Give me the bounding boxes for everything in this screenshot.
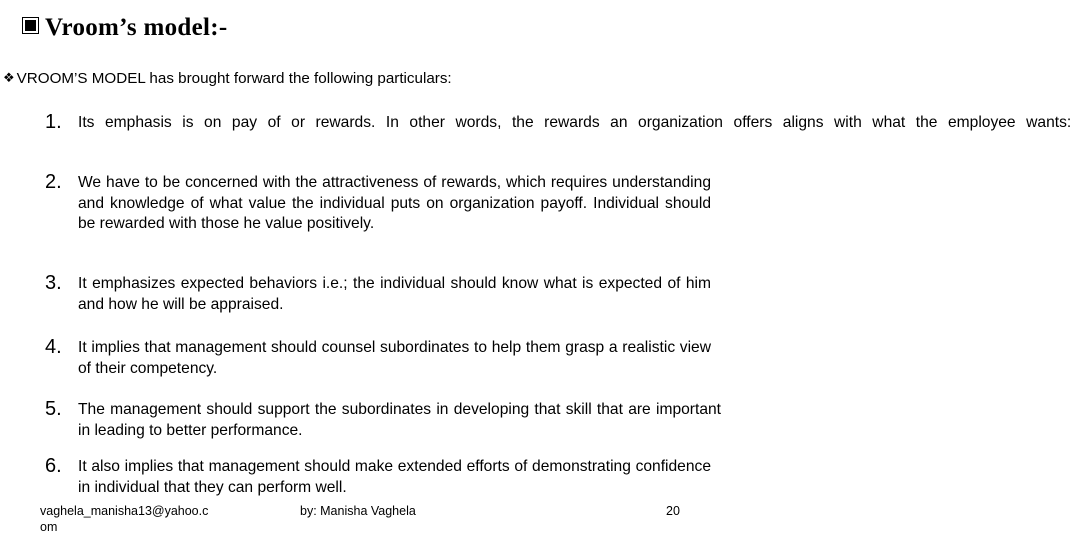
footer-author: by: Manisha Vaghela — [300, 504, 416, 518]
item-number: 6. — [45, 455, 62, 477]
item-text: It implies that management should counsel subordinates to help them grasp a realistic view of their competency. — [78, 339, 711, 377]
item-text: The management should support the subordinates in developing that skill that are important in leading to better performance. — [78, 401, 721, 439]
intro-line — [3, 70, 452, 87]
slide-title — [22, 14, 227, 42]
item-text: We have to be concerned with the attractiveness of rewards, which requires understanding and knowledge of what value the individual puts on organization payoff. Individual should be rewarded with those he value positively. — [78, 174, 711, 232]
item-number: 3. — [45, 272, 62, 294]
item-text: Its emphasis is on pay of or rewards. In other words, the rewards an organization offers aligns with what the employee wants: — [78, 114, 1071, 131]
slide-title-text: Vroom’s model:- — [45, 14, 228, 41]
diamond-bullet-icon: ❖ — [3, 70, 15, 85]
item-number: 4. — [45, 336, 62, 358]
checkbox-bullet-icon — [22, 17, 39, 34]
item-number: 5. — [45, 398, 62, 420]
item-text: It also implies that management should make extended efforts of demonstrating confidence in individual that they can perform well. — [78, 458, 711, 496]
item-number: 1. — [45, 111, 62, 133]
footer-page-number: 20 — [666, 504, 680, 518]
item-text: It emphasizes expected behaviors i.e.; the individual should know what is expected of him and how he will be appraised. — [78, 275, 711, 313]
footer-email: vaghela_manisha13@yahoo.com — [40, 504, 209, 534]
intro-text: VROOM’S MODEL has brought forward the following particulars: — [16, 70, 452, 87]
item-number: 2. — [45, 171, 62, 193]
